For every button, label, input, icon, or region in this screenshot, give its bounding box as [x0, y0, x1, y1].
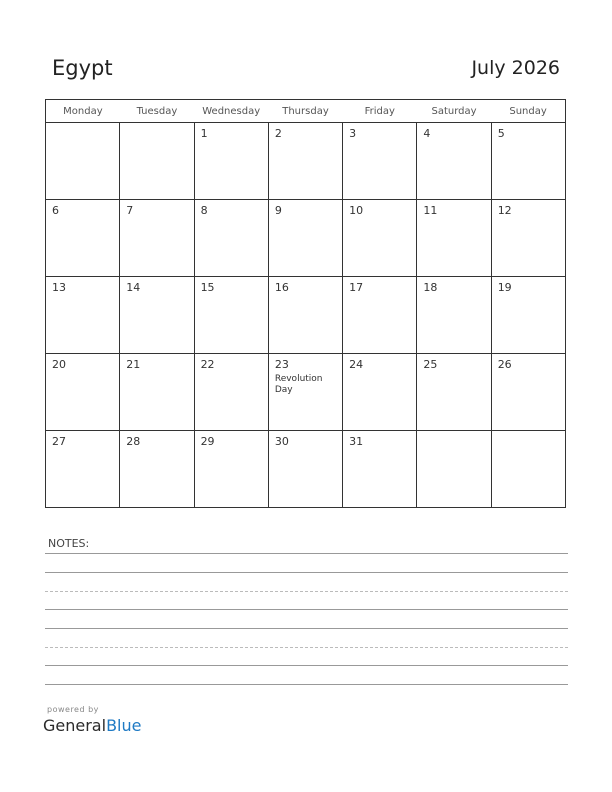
notes-label: NOTES: — [48, 537, 90, 550]
day-number: 13 — [52, 281, 66, 294]
day-number: 18 — [423, 281, 438, 294]
day-cell — [194, 431, 268, 508]
day-cell — [194, 277, 268, 354]
day-number: 14 — [126, 281, 141, 294]
powered-by-text: powered by — [47, 705, 99, 714]
day-cell — [46, 277, 120, 354]
day-cell — [417, 200, 491, 277]
day-number: 28 — [126, 435, 141, 448]
week-row — [46, 200, 566, 277]
day-number: 5 — [497, 127, 505, 140]
weekday-header: Tuesday — [120, 100, 194, 123]
day-cell — [491, 431, 565, 508]
day-cell — [417, 431, 491, 508]
week-row — [46, 277, 566, 354]
day-number: 3 — [349, 127, 357, 140]
notes-line — [45, 609, 568, 610]
day-number: 17 — [349, 281, 364, 294]
day-cell — [194, 354, 268, 431]
day-cell — [194, 123, 268, 200]
day-cell — [120, 123, 194, 200]
notes-line — [45, 647, 568, 648]
holiday-label: Revolution Day — [274, 374, 323, 395]
day-number: 25 — [423, 358, 438, 371]
weekday-header: Friday — [343, 100, 417, 123]
day-number: 19 — [497, 281, 512, 294]
day-cell — [120, 200, 194, 277]
brand-blue: Blue — [106, 716, 142, 735]
day-cell — [120, 277, 194, 354]
weekday-header: Saturday — [417, 100, 491, 123]
day-number: 16 — [274, 281, 289, 294]
day-cell — [343, 277, 417, 354]
day-cell — [268, 277, 342, 354]
day-number: 7 — [126, 204, 134, 217]
notes-line — [45, 591, 568, 592]
day-cell — [417, 354, 491, 431]
week-row — [46, 354, 566, 431]
day-cell — [491, 354, 565, 431]
day-cell — [343, 123, 417, 200]
day-cell — [268, 123, 342, 200]
day-number: 9 — [274, 204, 282, 217]
day-number: 2 — [274, 127, 282, 140]
day-number: 30 — [274, 435, 289, 448]
day-cell — [268, 354, 342, 431]
day-cell — [417, 277, 491, 354]
day-cell — [120, 354, 194, 431]
day-cell — [120, 431, 194, 508]
notes-line — [45, 572, 568, 573]
day-cell — [46, 431, 120, 508]
day-cell — [343, 200, 417, 277]
day-cell — [268, 200, 342, 277]
day-number: 15 — [200, 281, 215, 294]
day-cell — [343, 354, 417, 431]
calendar-grid — [45, 99, 566, 511]
day-number: 12 — [497, 204, 512, 217]
day-cell — [417, 123, 491, 200]
day-cell — [491, 200, 565, 277]
day-number: 24 — [349, 358, 364, 371]
day-cell — [491, 123, 565, 200]
day-number: 4 — [423, 127, 431, 140]
day-number: 6 — [52, 204, 59, 217]
day-number: 26 — [497, 358, 512, 371]
month-title: July 2026 — [471, 57, 560, 79]
day-cell — [343, 431, 417, 508]
notes-line — [45, 684, 568, 685]
weekday-header: Monday — [46, 100, 120, 123]
day-number: 31 — [349, 435, 364, 448]
day-number: 21 — [126, 358, 141, 371]
day-number: 27 — [52, 435, 66, 448]
notes-line — [45, 665, 568, 666]
day-cell — [46, 200, 120, 277]
day-cell — [491, 277, 565, 354]
day-number: 11 — [423, 204, 438, 217]
weekday-header-row — [46, 100, 566, 123]
week-row — [46, 431, 566, 508]
day-number: 29 — [200, 435, 215, 448]
notes-line — [45, 553, 568, 554]
day-number: 22 — [200, 358, 215, 371]
day-number: 8 — [200, 204, 208, 217]
brand-general: General — [43, 716, 107, 735]
brand-logo — [43, 716, 141, 735]
day-number: 1 — [200, 127, 208, 140]
weekday-header: Thursday — [268, 100, 342, 123]
day-cell — [46, 354, 120, 431]
day-cell — [194, 200, 268, 277]
weekday-header: Wednesday — [194, 100, 268, 123]
day-cell — [46, 123, 120, 200]
country-title: Egypt — [52, 56, 113, 80]
day-number: 10 — [349, 204, 364, 217]
day-number: 23 — [274, 358, 289, 371]
day-number: 20 — [52, 358, 66, 371]
weekday-header: Sunday — [491, 100, 565, 123]
day-cell — [268, 431, 342, 508]
notes-line — [45, 628, 568, 629]
week-row — [46, 123, 566, 200]
